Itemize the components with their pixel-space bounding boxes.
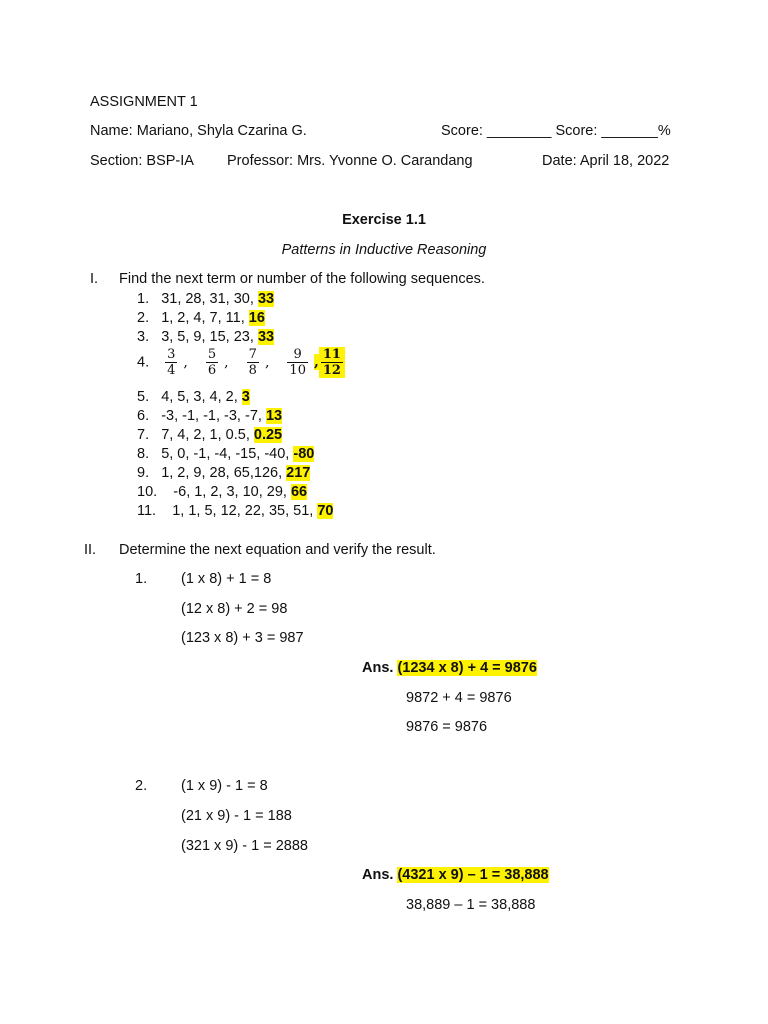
part2-roman: II. — [84, 542, 97, 558]
answer-line — [362, 867, 549, 883]
equation-line: (123 x 8) + 3 = 987 — [181, 630, 304, 646]
exercise-title: Exercise 1.1 — [342, 212, 426, 228]
item-number: 2. — [137, 310, 150, 326]
item-answer: 33 — [257, 329, 275, 345]
verify-line: 38,889 – 1 = 38,888 — [406, 897, 536, 913]
equation-line: (12 x 8) + 2 = 98 — [181, 601, 288, 617]
equation-line: (1 x 9) - 1 = 8 — [181, 778, 268, 794]
item-sequence: -6, 1, 2, 3, 10, 29, — [173, 484, 291, 500]
item-answer: 16 — [248, 310, 265, 326]
item-number: 10. — [137, 484, 158, 500]
item-answer: 70 — [317, 503, 334, 519]
fraction: $\frac{5}{6}$ — [207, 347, 217, 378]
item-sequence: -3, -1, -1, -3, -7, — [161, 408, 266, 424]
item-sequence: 1, 1, 5, 12, 22, 35, 51, — [172, 503, 318, 519]
item-answer-fraction: $\frac{11}{12}$ — [319, 347, 345, 378]
equation-line: (321 x 9) - 1 = 2888 — [181, 838, 308, 854]
list-item — [137, 329, 274, 345]
fraction: $\frac{7}{8}$ — [248, 347, 257, 378]
exercise-subtitle: Patterns in Inductive Reasoning — [281, 242, 487, 258]
part2-instruction: Determine the next equation and verify the result. — [119, 542, 436, 558]
answer-label: Ans. — [362, 660, 398, 676]
verify-line: 9872 + 4 = 9876 — [406, 690, 512, 706]
item-number: 11. — [137, 503, 157, 519]
verify-line: 9876 = 9876 — [406, 719, 488, 735]
professor-field: Professor: Mrs. Yvonne O. Carandang — [227, 153, 473, 169]
score-field: Score: ________ Score: _______% — [441, 123, 671, 139]
item-number: 5. — [137, 389, 150, 405]
equation-line: (1 x 8) + 1 = 8 — [181, 571, 272, 587]
item-number: 3. — [137, 329, 150, 345]
item-sequence: 7, 4, 2, 1, 0.5, — [161, 427, 254, 443]
item-sequence: 1, 2, 9, 28, 65,126, — [161, 465, 287, 481]
item-sequence: 5, 0, -1, -4, -15, -40, — [161, 446, 294, 462]
item-number: 9. — [137, 465, 150, 481]
item-number: 4. — [137, 354, 150, 371]
list-item — [137, 310, 265, 326]
item-answer: 66 — [290, 484, 308, 500]
item-answer: -80 — [293, 446, 315, 462]
assignment-title: ASSIGNMENT 1 — [90, 94, 198, 110]
answer-equation: (4321 x 9) – 1 = 38,888 — [397, 867, 549, 883]
student-name: Name: Mariano, Shyla Czarina G. — [90, 123, 307, 139]
answer-equation: (1234 x 8) + 4 = 9876 — [397, 660, 537, 676]
date-field: Date: April 18, 2022 — [542, 153, 670, 169]
list-item — [137, 408, 282, 424]
problem-number: 2. — [135, 778, 148, 794]
item-sequence: 4, 5, 3, 4, 2, — [161, 389, 242, 405]
list-item-fractions: 4. $\frac{3}{4}$ , $\frac{5}{6}$ , $\frac{7}{8}$ , $\frac{9}{10}$ , $\frac{11}{12}$ — [137, 347, 351, 378]
list-item — [137, 503, 333, 519]
item-number: 1. — [137, 291, 150, 307]
item-number: 8. — [137, 446, 150, 462]
list-item — [137, 389, 250, 405]
item-answer: 33 — [257, 291, 275, 307]
part1-instruction: Find the next term or number of the following sequences. — [119, 271, 485, 287]
list-item — [137, 484, 307, 500]
part1-roman: I. — [90, 271, 99, 287]
item-number: 7. — [137, 427, 150, 443]
item-answer: 3 — [241, 389, 250, 405]
answer-label: Ans. — [362, 867, 398, 883]
answer-line — [362, 660, 537, 676]
item-answer: 0.25 — [253, 427, 283, 443]
equation-line: (21 x 9) - 1 = 188 — [181, 808, 292, 824]
item-sequence: 1, 2, 4, 7, 11, — [161, 310, 249, 326]
problem-number: 1. — [135, 571, 148, 587]
item-answer: 13 — [265, 408, 283, 424]
item-number: 6. — [137, 408, 150, 424]
list-item — [137, 465, 310, 481]
list-item — [137, 427, 282, 443]
section-field: Section: BSP-IA — [90, 153, 194, 169]
list-item — [137, 291, 274, 307]
item-sequence: 31, 28, 31, 30, — [161, 291, 258, 307]
fraction: $\frac{9}{10}$ — [289, 347, 306, 378]
item-answer: 217 — [286, 465, 311, 481]
item-sequence: 3, 5, 9, 15, 23, — [161, 329, 258, 345]
fraction: $\frac{3}{4}$ — [167, 347, 176, 378]
list-item — [137, 446, 314, 462]
